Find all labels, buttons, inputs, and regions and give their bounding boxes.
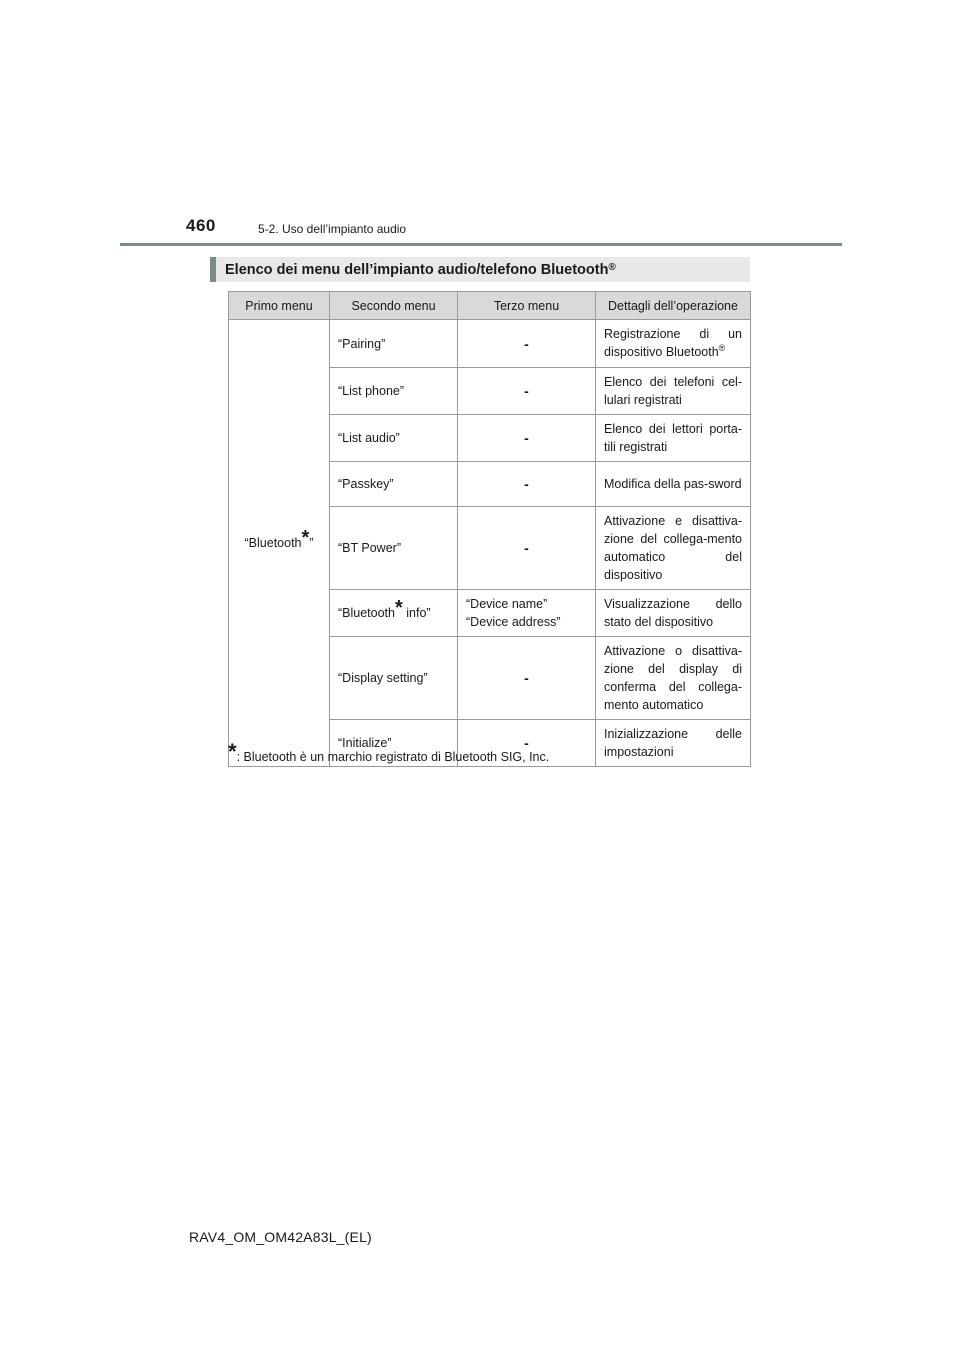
table-header-row — [229, 292, 751, 320]
third-menu-cell: - — [458, 637, 596, 720]
column-header-third-menu: Terzo menu — [458, 292, 596, 320]
document-code: RAV4_OM_OM42A83L_(EL) — [189, 1229, 372, 1245]
third-menu-cell: - — [458, 415, 596, 462]
second-menu-cell: “BT Power” — [330, 507, 458, 590]
registered-mark: ® — [608, 262, 616, 273]
asterisk-marker: * — [228, 739, 237, 764]
third-menu-cell: - — [458, 507, 596, 590]
second-menu-cell: “Bluetooth* info” — [330, 590, 458, 637]
details-cell: Modifica della pas-sword — [596, 462, 751, 507]
details-cell: Inizializzazione delle impostazioni — [596, 720, 751, 767]
second-menu-cell: “Display setting” — [330, 637, 458, 720]
second-menu-cell: “Passkey” — [330, 462, 458, 507]
column-header-second-menu: Secondo menu — [330, 292, 458, 320]
third-menu-cell: - — [458, 368, 596, 415]
details-cell: Attivazione e disattiva-zione del collega-mento automatico del dispositivo — [596, 507, 751, 590]
second-menu-cell: “Pairing” — [330, 320, 458, 368]
asterisk-marker: * — [394, 597, 403, 619]
first-menu-cell: “Bluetooth*” — [229, 320, 330, 767]
asterisk-marker: * — [301, 527, 310, 549]
registered-mark: ® — [718, 343, 726, 353]
second-menu-cell: “Initialize” — [330, 720, 458, 767]
table-row — [229, 320, 751, 368]
page-number: 460 — [186, 216, 216, 235]
header-divider — [120, 243, 842, 246]
section-heading — [210, 257, 750, 282]
bluetooth-menu-table — [228, 291, 751, 767]
details-cell: Registrazione di un dispositivo Bluetooth® — [596, 320, 751, 368]
third-menu-cell: - — [458, 320, 596, 368]
details-cell: Elenco dei telefoni cel-lulari registrati — [596, 368, 751, 415]
column-header-details: Dettagli dell’operazione — [596, 292, 751, 320]
details-cell: Visualizzazione dello stato del dispositivo — [596, 590, 751, 637]
details-cell: Attivazione o disattiva-zione del display di conferma del collega-mento automatico — [596, 637, 751, 720]
section-breadcrumb: 5-2. Uso dell’impianto audio — [258, 222, 407, 236]
third-menu-cell: “Device name” “Device address” — [458, 590, 596, 637]
third-menu-cell: - — [458, 462, 596, 507]
second-menu-cell: “List audio” — [330, 415, 458, 462]
footnote-text: : Bluetooth è un marchio registrato di Bluetooth SIG, Inc. — [236, 750, 550, 764]
third-menu-cell: - — [458, 720, 596, 767]
column-header-first-menu: Primo menu — [229, 292, 330, 320]
section-heading-text: Elenco dei menu dell’impianto audio/telefono Bluetooth — [225, 261, 609, 278]
details-cell: Elenco dei lettori porta-tili registrati — [596, 415, 751, 462]
second-menu-cell: “List phone” — [330, 368, 458, 415]
